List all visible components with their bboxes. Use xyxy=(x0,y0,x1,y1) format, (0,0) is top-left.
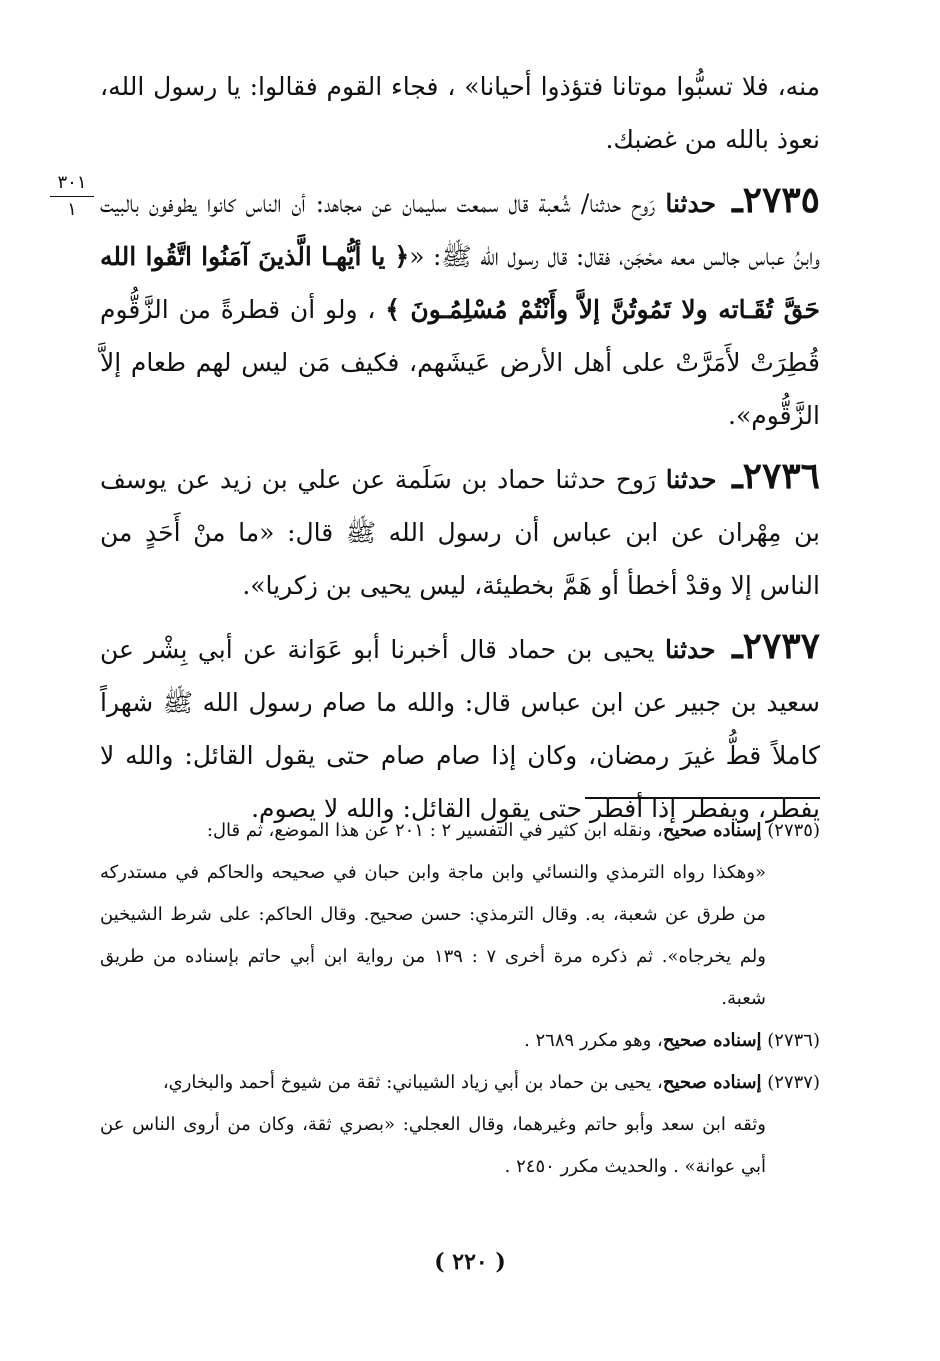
footnote-2735 xyxy=(100,810,820,1020)
page-number: ( ٢٢٠ ) xyxy=(434,1249,506,1275)
footnote-grade: إسناده صحيح xyxy=(662,820,762,841)
footnote-continuation: «وهكذا رواه الترمذي والنسائي وابن ماجة وابن حبان في صحيحه والحاكم في مستدركه من طرق عن شعبة، به. وقال الترمذي: حسن صحيح. وقال الحاكم: على شرط الشيخين ولم يخرجاه». ثم ذكره مرة أخرى ٧ : ١٣٩ من رواية ابن أبي حاتم بإسناده من طريق شعبة. xyxy=(100,862,766,1009)
footnote-grade: إسناده صحيح xyxy=(662,1072,762,1093)
hadith-number: ٢٧٣٧ـ xyxy=(732,625,820,667)
margin-ref-volume: ٣٠١ xyxy=(57,172,87,193)
footnote-text: ، يحيى بن حماد بن أبي زياد الشيباني: ثقة من شيوخ أحمد والبخاري، xyxy=(162,1072,663,1093)
hadith-keyword: حدثنا xyxy=(665,465,717,494)
hadith-text: رَوح حدثنا حماد بن سَلَمة عن علي بن زيد عن يوسف بن مِهْران عن ابن عباس أن رسول الله ﷺ قال: «ما منْ أَحَدٍ من الناس إلا وقدْ أخطأ أو هَمَّ بخطيئة، ليس يحيى بن زكريا». xyxy=(100,465,820,600)
margin-reference xyxy=(50,172,94,221)
footnote-text: ، ونقله ابن كثير في التفسير ٢ : ٢٠١ عن هذا الموضع، ثم قال: xyxy=(206,820,663,841)
footnote-separator xyxy=(585,797,820,799)
hadith-text-after: ، ولو أن قطرةً من الزَّقُّوم قُطِرَتْ لأَمَرَّتْ على أهل الأرض عَيشَهم، فكيف مَن ليس لهم طعام إلاَّ الزَّقُّوم». xyxy=(100,295,820,430)
footnote-ref: (٢٧٣٧) xyxy=(767,1072,820,1093)
hadith-number: ٢٧٣٥ـ xyxy=(732,179,820,221)
margin-ref-divider xyxy=(50,196,94,197)
footnote-grade: إسناده صحيح xyxy=(662,1030,762,1051)
hadith-text: رَوح حدثنا/ شُعبة قال سمعت سليمان عن مجاهد: أن الناس كانوا يطوفون بالبيت وابنُ عباس جالس معه محْجَن، فقال: قال رسول الله ﷺ: « xyxy=(100,189,820,271)
hadith-2737 xyxy=(100,620,820,835)
footnote-text: ، وهو مكرر ٢٦٨٩ . xyxy=(524,1030,663,1051)
footnote-2736 xyxy=(100,1020,820,1062)
margin-ref-part: ١ xyxy=(67,199,77,220)
footnote-ref: (٢٧٣٥) xyxy=(767,820,820,841)
footnote-ref: (٢٧٣٦) xyxy=(767,1030,820,1051)
hadith-keyword: حدثنا xyxy=(665,189,717,218)
hadith-text: يحيى بن حماد قال أخبرنا أبو عَوَانة عن أبي بِشْر عن سعيد بن جبير عن ابن عباس قال: والله ما صام رسول الله ﷺ شهراً كاملاً قطُّ غيرَ رمضان، وكان إذا صام صام حتى يقول القائل: والله لا يفطر، ويفطر إذا أفطر حتى يقول القائل: والله لا يصوم. xyxy=(100,635,820,823)
hadith-number: ٢٧٣٦ـ xyxy=(732,455,821,497)
continuation-paragraph: منه، فلا تسبُّوا موتانا فتؤذوا أحيانا» ، فجاء القوم فقالوا: يا رسول الله، نعوذ بالله من غضبك. xyxy=(100,72,820,154)
main-text xyxy=(100,60,820,835)
hadith-keyword: حدثنا xyxy=(664,635,716,664)
hadith-2735 xyxy=(100,174,820,442)
footnote-2737 xyxy=(100,1062,820,1188)
hadith-2736 xyxy=(100,450,820,612)
quran-verse: ﴿ يا أيُّهـا الَّذينَ آمَنُوا اتَّقُوا الله حَقَّ تُقَـاته ولا تَمُوتُنَّ إلاَّ وأَنْتُمْ مُسْلِمُـونَ ﴾ xyxy=(100,242,820,324)
footnote-continuation: وثقه ابن سعد وأبو حاتم وغيرهما، وقال العجلي: «بصري ثقة، وكان من أروى الناس عن أبي عوانة» . والحديث مكرر ٢٤٥٠ . xyxy=(100,1114,766,1177)
footnotes xyxy=(100,810,820,1188)
